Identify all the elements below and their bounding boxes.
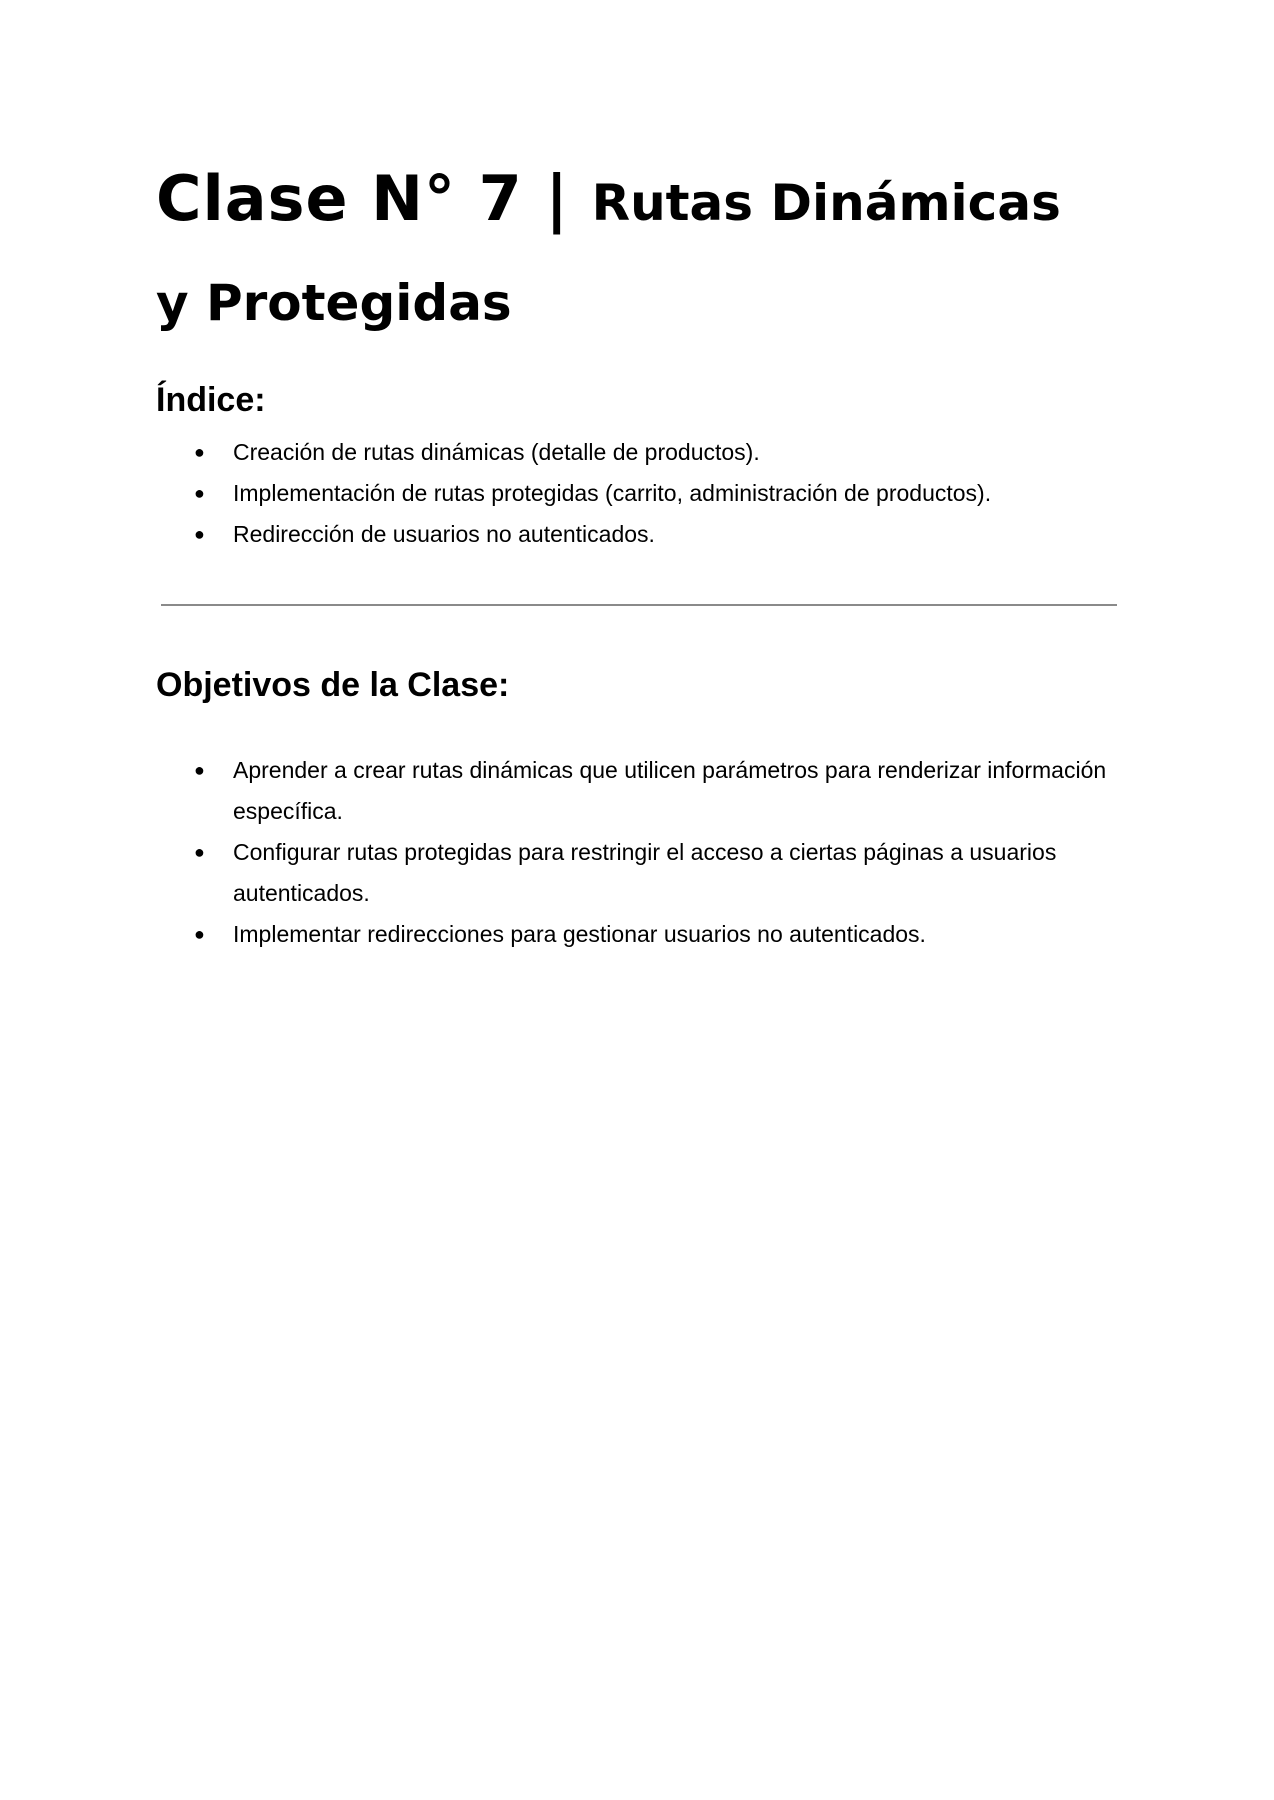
list-item [156, 432, 1116, 473]
bullet-icon: ● [194, 483, 205, 503]
objetivos-heading: Objetivos de la Clase: [156, 666, 510, 704]
list-item [156, 473, 1116, 514]
list-item-text: Implementar redirecciones para gestionar usuarios no autenticados. [233, 921, 926, 947]
title-topic-continued: y Protegidas [156, 274, 512, 332]
section-divider [161, 604, 1117, 606]
bullet-icon: ● [194, 924, 205, 944]
list-item [156, 750, 1116, 832]
indice-heading: Índice: [156, 381, 266, 419]
objetivos-list [156, 750, 1116, 955]
list-item-text: Redirección de usuarios no autenticados. [233, 521, 655, 547]
list-item-text: Creación de rutas dinámicas (detalle de productos). [233, 439, 760, 465]
list-item [156, 514, 1116, 555]
list-item-text: Implementación de rutas protegidas (carrito, administración de productos). [233, 480, 992, 506]
list-item-text: Configurar rutas protegidas para restringir el acceso a ciertas páginas a usuarios autenticados. [233, 839, 1057, 906]
bullet-icon: ● [194, 760, 205, 780]
title-class-number: Clase N° 7 | [156, 162, 592, 235]
list-item [156, 832, 1116, 914]
indice-list [156, 432, 1116, 555]
page-title [156, 152, 1136, 356]
bullet-icon: ● [194, 442, 205, 462]
list-item [156, 914, 1116, 955]
bullet-icon: ● [194, 842, 205, 862]
bullet-icon: ● [194, 524, 205, 544]
title-topic: Rutas Dinámicas [591, 174, 1061, 232]
list-item-text: Aprender a crear rutas dinámicas que utilicen parámetros para renderizar información específica. [233, 757, 1107, 824]
